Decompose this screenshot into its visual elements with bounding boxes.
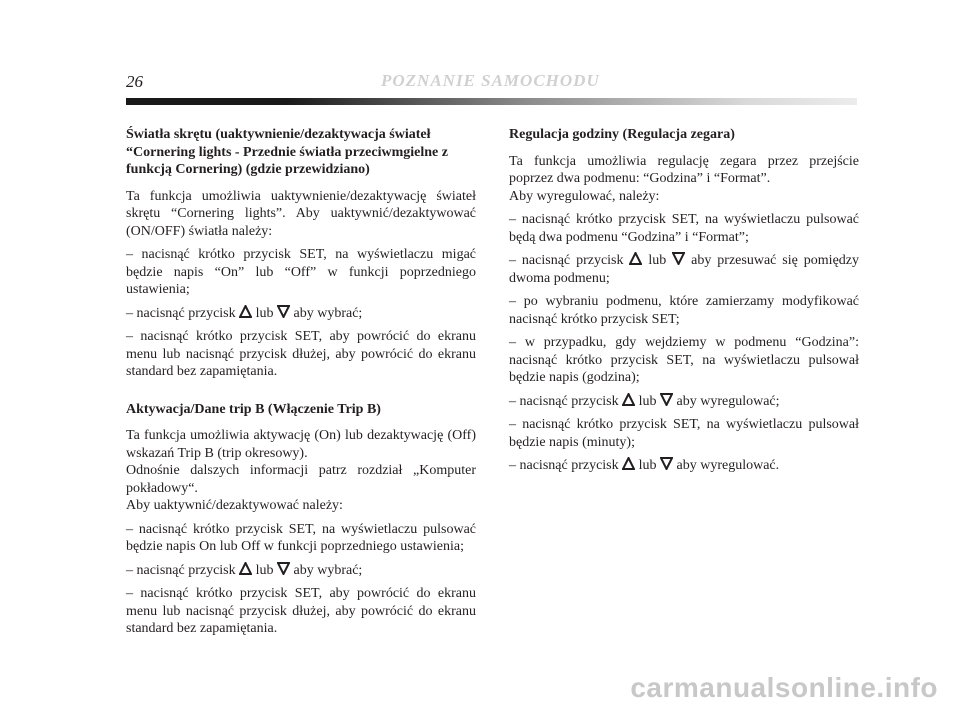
step-clock-6: – nacisnąć krótko przycisk SET, na wyświetlaczu pulsował będzie napis (minuty); <box>509 417 859 450</box>
step-text: aby wybrać; <box>293 305 363 321</box>
paragraph-clock-intro: Ta funkcja umożliwia regulację zegara przez przejście poprzez dwa podmenu: “Godzina” i “Format”. <box>509 153 859 186</box>
paragraph-clock-how: Aby wyregulować, należy: <box>509 188 660 204</box>
step-clock-1: – nacisnąć krótko przycisk SET, na wyświetlaczu pulsować będą dwa podmenu “Godzina” i “Format”; <box>509 212 859 245</box>
step-cornering-3: – nacisnąć krótko przycisk SET, aby powrócić do ekranu menu lub nacisnąć przycisk dłużej, aby powrócić do ekranu standard bez zapamiętania. <box>126 329 476 379</box>
paragraph-trip-b-how: Aby uaktywnić/dezaktywować należy: <box>126 498 343 513</box>
step-cornering-2 <box>126 305 476 323</box>
step-clock-5 <box>509 393 859 411</box>
up-triangle-icon <box>622 393 635 406</box>
down-triangle-icon <box>672 252 685 265</box>
step-text: – nacisnąć przycisk <box>509 253 624 268</box>
step-text: aby wybrać; <box>293 562 363 578</box>
step-text: – nacisnąć przycisk <box>126 305 236 321</box>
step-text: – nacisnąć przycisk <box>509 458 619 473</box>
step-text: – nacisnąć przycisk <box>509 393 619 409</box>
step-trip-b-3: – nacisnąć krótko przycisk SET, aby powrócić do ekranu menu lub nacisnąć przycisk dłużej, aby powrócić do ekranu standard bez zapamiętania. <box>126 586 476 636</box>
step-clock-2 <box>509 252 859 287</box>
paragraph-trip-b-more-info: Odnośnie dalszych informacji patrz rozdział „Komputer pokładowy“. <box>126 463 476 496</box>
step-cornering-1: – nacisnąć krótko przycisk SET, na wyświetlaczu migać będzie napis “On” lub “Off” w funkcji poprzedniego ustawienia; <box>126 247 476 297</box>
step-text: aby przesuwać się pomiędzy dwoma podmenu; <box>509 253 859 286</box>
down-triangle-icon <box>277 305 290 318</box>
left-column <box>126 126 476 644</box>
step-clock-4: – w przypadku, gdy wejdziemy w podmenu “Godzina”: nacisnąć krótko przycisk SET, na wyświetlaczu pulsował będzie napis (godzina); <box>509 335 859 385</box>
step-text: lub <box>255 305 274 321</box>
up-triangle-icon <box>239 562 252 575</box>
step-clock-3: – po wybraniu podmenu, które zamierzamy modyfikować nacisnąć krótko przycisk SET; <box>509 294 859 327</box>
section-heading-trip-b: Aktywacja/Dane trip B (Włączenie Trip B) <box>126 401 381 417</box>
step-text: aby wyregulować. <box>676 458 780 473</box>
step-trip-b-2 <box>126 562 476 580</box>
up-triangle-icon <box>629 252 642 265</box>
step-text: lub <box>638 458 657 473</box>
step-text: lub <box>648 253 667 268</box>
step-text: lub <box>638 393 657 409</box>
down-triangle-icon <box>660 457 673 470</box>
watermark: carmanualsonline.info <box>630 672 938 703</box>
page-number: 26 <box>126 72 143 91</box>
up-triangle-icon <box>622 457 635 470</box>
paragraph-trip-b-intro: Ta funkcja umożliwia aktywację (On) lub dezaktywację (Off) wskazań Trip B (trip okresowy). <box>126 428 476 461</box>
section-heading-cornering: Światła skrętu (uaktywnienie/dezaktywacja świateł “Cornering lights - Przednie światła przeciwmgielne z funkcją Cornering) (gdzie przewidziano) <box>126 127 448 177</box>
section-heading-clock: Regulacja godziny (Regulacja zegara) <box>509 127 735 142</box>
step-text: aby wyregulować; <box>676 393 780 409</box>
right-column <box>509 126 859 481</box>
paragraph-cornering-intro: Ta funkcja umożliwia uaktywnienie/dezaktywację świateł skrętu “Cornering lights”. Aby uaktywnić/dezaktywować (ON/OFF) światła należy: <box>126 188 476 239</box>
step-text: lub <box>255 562 274 578</box>
down-triangle-icon <box>277 562 290 575</box>
up-triangle-icon <box>239 305 252 318</box>
down-triangle-icon <box>660 393 673 406</box>
step-trip-b-1: – nacisnąć krótko przycisk SET, na wyświetlaczu pulsować będzie napis On lub Off w funkcji poprzedniego ustawienia; <box>126 521 476 554</box>
header-rule <box>126 98 857 105</box>
step-clock-7 <box>509 457 859 475</box>
step-text: – nacisnąć przycisk <box>126 562 236 578</box>
page-header-title: POZNANIE SAMOCHODU <box>381 71 600 90</box>
